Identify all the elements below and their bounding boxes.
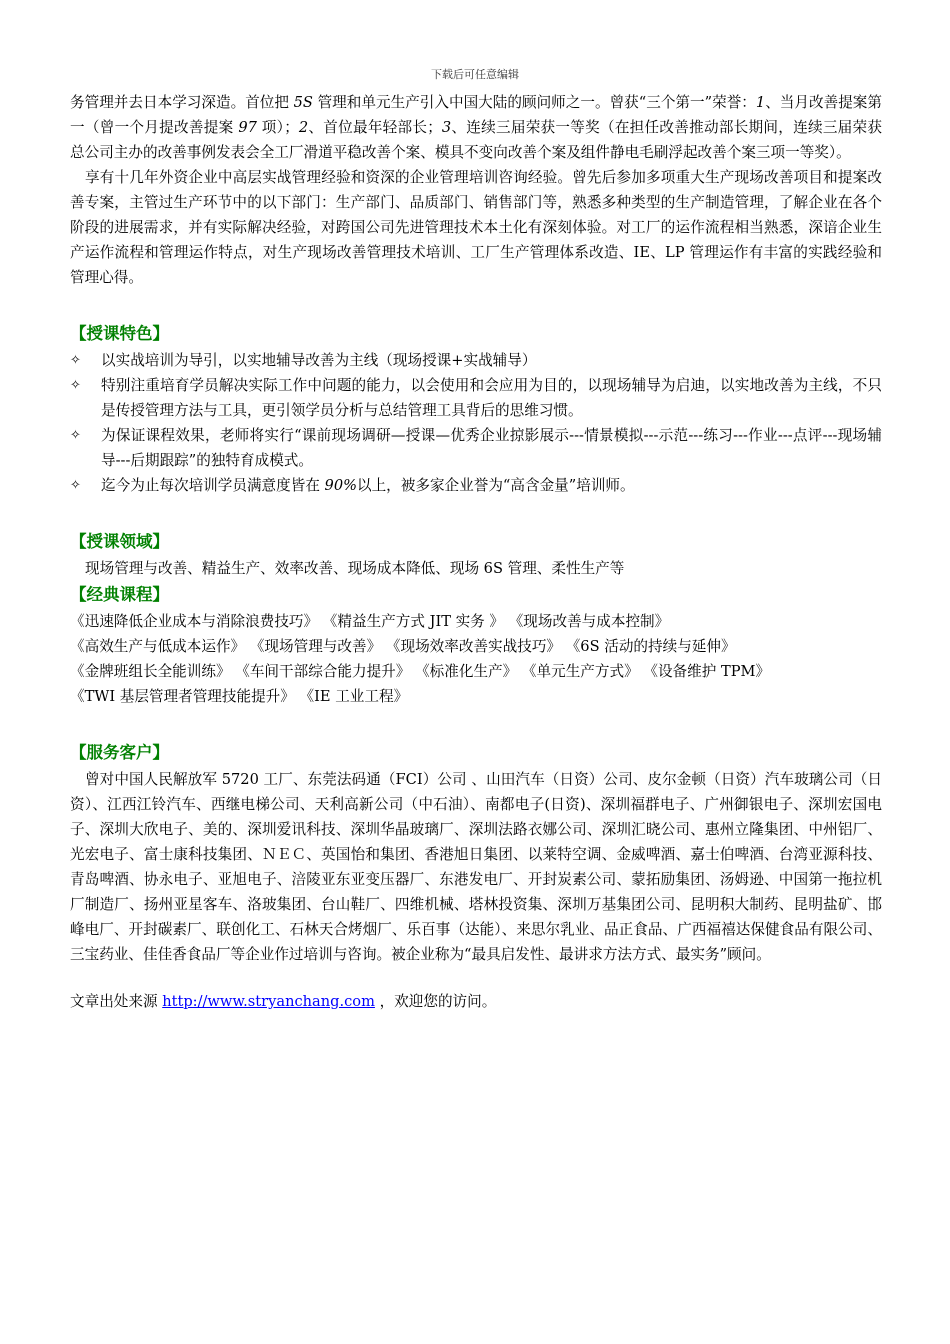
course-row bbox=[70, 684, 882, 709]
intro-text: 、连续三届荣获一等奖（在担任改善推动部长期间，连续三届荣获总公司主办的改善事例发表会全工厂滑道平稳改善个案、模具不变向改善个案及组件静电毛刷浮起改善个案三项一等奖）。 bbox=[70, 119, 882, 161]
star-bullet-icon: ✧ bbox=[70, 478, 81, 493]
course-item: 《TWI 基层管理者管理技能提升》 bbox=[70, 688, 295, 705]
domains-text: 现场管理与改善、精益生产、效率改善、现场成本降低、现场 6S 管理、柔性生产等 bbox=[85, 560, 625, 577]
courses-title: 【经典课程】 bbox=[70, 585, 169, 604]
feature-text: 迄今为止每次培训学员满意度皆在 bbox=[101, 477, 325, 494]
star-bullet-icon: ✧ bbox=[70, 353, 81, 368]
source-suffix: ，欢迎您的访问。 bbox=[374, 993, 497, 1010]
intro-number: 3 bbox=[441, 119, 452, 136]
features-list bbox=[70, 348, 882, 498]
list-item bbox=[70, 348, 882, 373]
list-item bbox=[70, 373, 882, 423]
source-line bbox=[70, 989, 882, 1014]
course-row bbox=[70, 659, 882, 684]
domains-title: 【授课领域】 bbox=[70, 532, 169, 551]
intro-text: 、当月改善提案第一（曾一个月提改善提案 bbox=[70, 94, 882, 136]
course-item: 《6S 活动的持续与延伸》 bbox=[573, 638, 736, 655]
clients-title: 【服务客户】 bbox=[70, 743, 169, 762]
header-note: 下载后可任意编辑 bbox=[431, 68, 519, 81]
course-item: 《现场管理与改善》 bbox=[257, 638, 382, 655]
course-item: 《设备维护 TPM》 bbox=[650, 663, 771, 680]
document-body bbox=[70, 90, 882, 1014]
course-item: 《精益生产方式 JIT 实务 》 bbox=[330, 613, 505, 630]
course-item: 《现场效率改善实战技巧》 bbox=[393, 638, 562, 655]
intro-paragraph-2: 享有十几年外资企业中高层实战管理经验和资深的企业管理培训咨询经验。曾先后参加多项重大生产现场改善项目和提案改善专案，主管过生产环节中的以下部门：生产部门、品质部门、销售部门等，熟悉多种类型的生产制造管理，了解企业在各个阶段的进展需求，并有实际解决经验，对跨国公司先进管理技术本土化有深刻体验。对工厂的运作流程相当熟悉，深谙企业生产运作流程和管理运作特点，对生产现场改善管理技术培训、工厂生产管理体系改造、IE、LP 管理运作有丰富的实践经验和管理心得。 bbox=[70, 169, 882, 286]
intro-5s: 5S bbox=[293, 94, 313, 111]
course-row bbox=[70, 609, 882, 634]
features-title: 【授课特色】 bbox=[70, 324, 169, 343]
list-item bbox=[70, 423, 882, 473]
intro-text: 管理和单元生产引入中国大陆的顾问师之一。曾获“三个第一”荣誉： bbox=[312, 94, 756, 111]
intro-text: 务管理并去日本学习深造。首位把 bbox=[70, 94, 294, 111]
star-bullet-icon: ✧ bbox=[70, 428, 81, 443]
course-row bbox=[70, 634, 882, 659]
feature-text: 特别注重培育学员解决实际工作中问题的能力，以会使用和会应用为目的，以现场辅导为启迪，以实地改善为主线，不只是传授管理方法与工具，更引领学员分析与总结管理工具背后的思维习惯。 bbox=[101, 377, 882, 419]
star-bullet-icon: ✧ bbox=[70, 378, 81, 393]
intro-number: 2 bbox=[298, 119, 309, 136]
intro-text: 、首位最年轻部长； bbox=[308, 119, 442, 136]
clients-text: 曾对中国人民解放军 5720 工厂、东莞法码通（FCI）公司 、山田汽车（日资）公司、皮尔金顿（日资）汽车玻璃公司（日资）、江西江铃汽车、西继电梯公司、天利高新公司（中石油）、南都电子(日资)、深圳福群电子、广州御银电子、深圳宏国电子、深圳大欣电子、美的、深圳爱讯科技、深圳华晶玻璃厂、深圳法路衣娜公司、深圳汇晓公司、惠州立隆集团、中州铝厂、光宏电子、富士康科技集团、ＮＥＣ、英国怡和集团、香港旭日集团、以莱特空调、金威啤酒、嘉士伯啤酒、台湾亚源科技、青岛啤酒、协永电子、亚旭电子、涪陵亚东亚变压器厂、东港发电厂、开封炭素公司、蒙拓励集团、汤姆逊、中国第一拖拉机厂制造厂、扬州亚星客车、洛玻集团、台山鞋厂、四维机械、塔林投资集、深圳万基集团公司、昆明积大制药、昆明盐矿、邯峰电厂、开封碳素厂、联创化工、石林天合烤烟厂、乐百事（达能）、来思尔乳业、品正食品、广西福禧达保健食品有限公司、三宝药业、佳佳香食品厂等企业作过培训与咨询。被企业称为“最具启发性、最讲求方法方式、最实务”顾问。 bbox=[70, 771, 882, 963]
course-item: 《金牌班组长全能训练》 bbox=[70, 663, 231, 680]
source-prefix: 文章出处来源 bbox=[70, 993, 163, 1010]
satisfaction-percent: 90% bbox=[324, 477, 357, 494]
course-item: 《标准化生产》 bbox=[422, 663, 518, 680]
course-item: 《现场改善与成本控制》 bbox=[516, 613, 670, 630]
feature-text: 以实战培训为导引，以实地辅导改善为主线（现场授课+实战辅导） bbox=[101, 352, 537, 369]
course-item: 《迅速降低企业成本与消除浪费技巧》 bbox=[70, 613, 319, 630]
course-item: 《车间干部综合能力提升》 bbox=[242, 663, 411, 680]
feature-text: 为保证课程效果，老师将实行“课前现场调研—授课—优秀企业掠影展示---情景模拟---示范---练习---作业---点评---现场辅导---后期跟踪”的独特育成模式。 bbox=[101, 427, 882, 469]
intro-text: 项）； bbox=[256, 119, 299, 136]
intro-paragraph-1 bbox=[70, 90, 882, 165]
source-link[interactable]: http://www.stryanchang.com bbox=[162, 993, 375, 1010]
course-item: 《IE 工业工程》 bbox=[306, 688, 409, 705]
feature-text: 以上，被多家企业誉为“高含金量”培训师。 bbox=[356, 477, 635, 494]
intro-number: 97 bbox=[238, 119, 257, 136]
course-item: 《高效生产与低成本运作》 bbox=[70, 638, 246, 655]
list-item bbox=[70, 473, 882, 498]
course-item: 《单元生产方式》 bbox=[529, 663, 639, 680]
intro-number: 1 bbox=[755, 94, 766, 111]
